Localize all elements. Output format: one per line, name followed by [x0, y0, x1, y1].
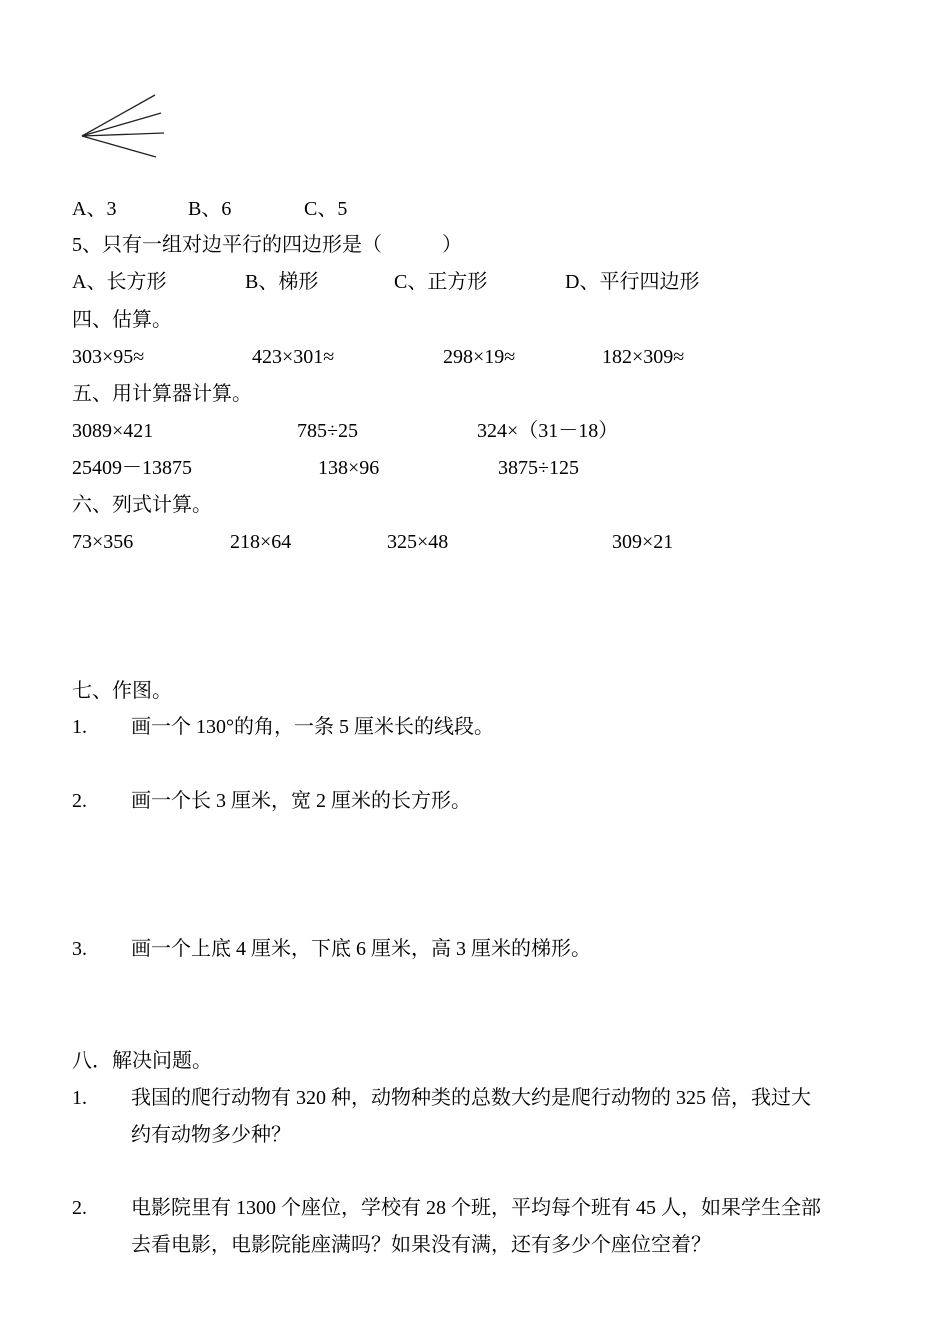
q5-question: 5、只有一组对边平行的四边形是（ ）: [72, 234, 462, 256]
section6-title: 六、列式计算。: [72, 494, 212, 516]
q4-option-a: A、3: [72, 198, 117, 220]
drawing-item-text: 画一个长 3 厘米，宽 2 厘米的长方形。: [131, 790, 471, 812]
drawing-item-text: 画一个 130°的角，一条 5 厘米长的线段。: [131, 716, 494, 738]
calc-item: 3089×421: [72, 420, 154, 442]
estimate-item: 303×95≈: [72, 346, 145, 368]
calc-item: 138×96: [318, 457, 380, 479]
estimate-item: 182×309≈: [602, 346, 685, 368]
written-calc-item: 309×21: [612, 531, 674, 553]
section5-title: 五、用计算器计算。: [72, 383, 252, 405]
drawing-item-text: 画一个上底 4 厘米，下底 6 厘米，高 3 厘米的梯形。: [131, 938, 591, 960]
section8-title: 八．解决问题。: [72, 1050, 212, 1072]
written-calc-item: 218×64: [230, 531, 292, 553]
estimate-item: 423×301≈: [252, 346, 335, 368]
written-calc-item: 73×356: [72, 531, 134, 553]
calc-item: 25409－13875: [72, 457, 192, 479]
q5-option-d: D、平行四边形: [565, 271, 700, 293]
section7-title: 七、作图。: [72, 680, 172, 702]
q5-option-b: B、梯形: [245, 271, 319, 293]
problem-number: 2.: [72, 1197, 87, 1219]
problem-text: 电影院里有 1300 个座位，学校有 28 个班，平均每个班有 45 人，如果学生全部: [131, 1197, 821, 1219]
q4-option-b: B、6: [188, 198, 232, 220]
angle-rays-figure: [0, 0, 950, 180]
problem-text: 约有动物多少种？: [131, 1124, 291, 1146]
problem-number: 1.: [72, 1087, 87, 1109]
q5-option-c: C、正方形: [394, 271, 488, 293]
drawing-item-number: 1.: [72, 716, 87, 738]
problem-text: 我国的爬行动物有 320 种，动物种类的总数大约是爬行动物的 325 倍，我过大: [131, 1087, 811, 1109]
estimate-item: 298×19≈: [443, 346, 516, 368]
q4-option-c: C、5: [304, 198, 348, 220]
problem-text: 去看电影，电影院能座满吗？如果没有满，还有多少个座位空着？: [131, 1234, 711, 1256]
drawing-item-number: 2.: [72, 790, 87, 812]
section4-title: 四、估算。: [72, 309, 172, 331]
calc-item: 785÷25: [297, 420, 358, 442]
written-calc-item: 325×48: [387, 531, 449, 553]
q5-option-a: A、长方形: [72, 271, 167, 293]
calc-item: 3875÷125: [498, 457, 579, 479]
calc-item: 324×（31－18）: [477, 420, 619, 442]
drawing-item-number: 3.: [72, 938, 87, 960]
